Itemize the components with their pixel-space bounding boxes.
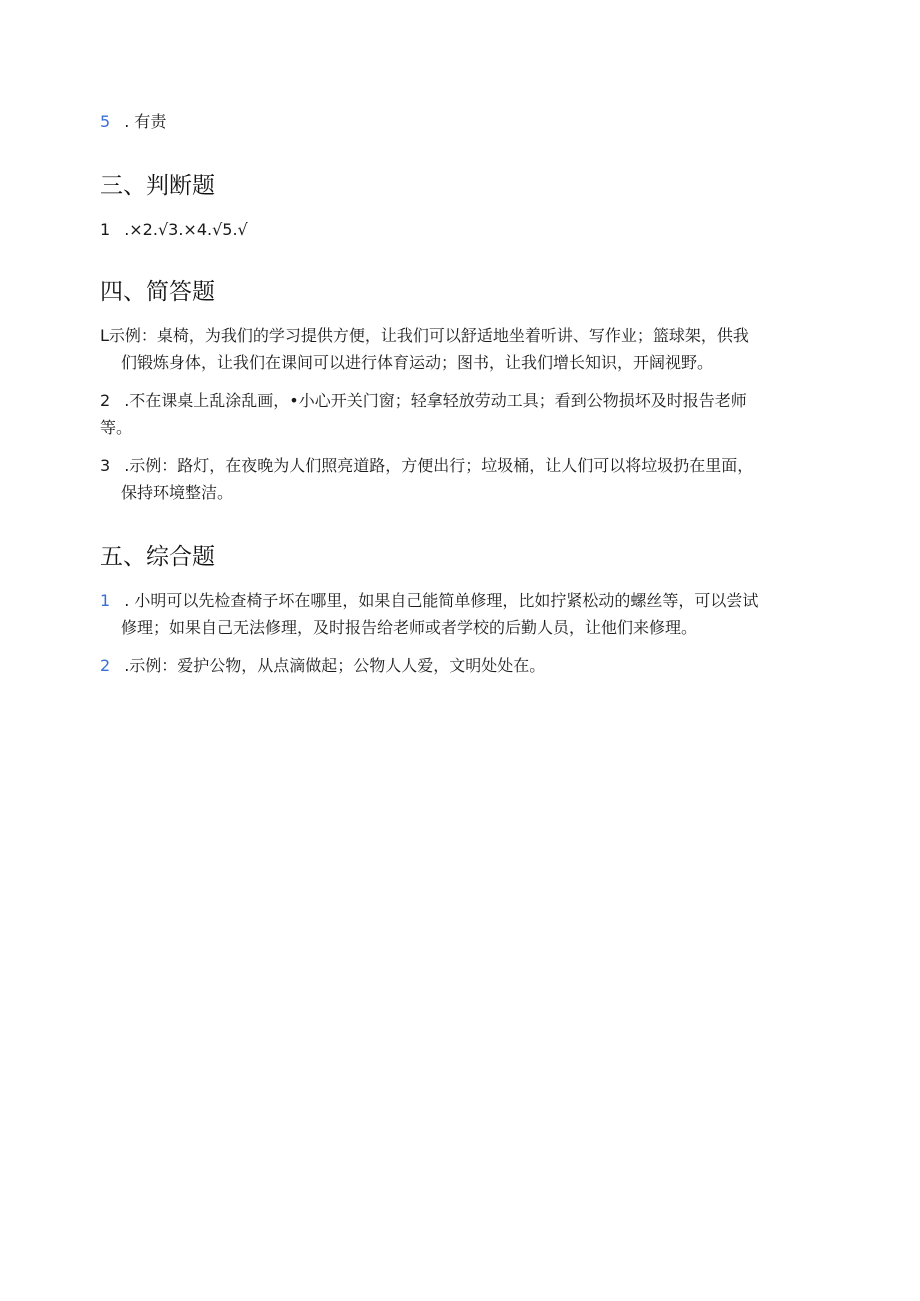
- fill-in-answer-5: [100, 112, 166, 132]
- answer-text: .不在课桌上乱涂乱画，•小心开关门窗；轻拿轻放劳动工具；看到公物损坏及时报告老师: [124, 391, 747, 410]
- short-answer-2-line-1: [100, 391, 747, 411]
- judgement-answers: [100, 220, 248, 240]
- short-answer-2-line-2: 等。: [100, 418, 133, 437]
- item-number: 3: [100, 456, 111, 475]
- section-heading-short-answer: 四、简答题: [100, 279, 215, 305]
- short-answer-3-line-2: 保持环境整洁。: [121, 483, 234, 502]
- answer-text: . 有责: [124, 112, 167, 131]
- item-number: 1: [100, 220, 111, 239]
- section-heading-comprehensive: 五、综合题: [100, 544, 215, 570]
- section-heading-judgement: 三、判断题: [100, 173, 215, 199]
- comprehensive-answer-2: [100, 656, 545, 676]
- item-number: 1: [100, 591, 111, 610]
- answer-text: . 小明可以先检查椅子坏在哪里，如果自己能简单修理，比如拧紧松动的螺丝等，可以尝试: [124, 591, 759, 610]
- comprehensive-answer-1-line-1: [100, 591, 758, 611]
- item-number: 2: [100, 391, 111, 410]
- answer-text: .示例：路灯，在夜晚为人们照亮道路，方便出行；垃圾桶，让人们可以将垃圾扔在里面，: [124, 456, 754, 475]
- item-number: 2: [100, 656, 111, 675]
- item-number: 5: [100, 112, 111, 131]
- answer-text: .×2.√3.×4.√5.√: [124, 220, 248, 239]
- short-answer-1-line-2: 们锻炼身体，让我们在课间可以进行体育运动；图书，让我们增长知识，开阔视野。: [121, 353, 714, 372]
- short-answer-1-line-1: L示例：桌椅，为我们的学习提供方便，让我们可以舒适地坐着听讲、写作业；篮球架，供我: [100, 326, 749, 345]
- short-answer-3-line-1: [100, 456, 753, 476]
- comprehensive-answer-1-line-2: 修理；如果自己无法修理，及时报告给老师或者学校的后勤人员，让他们来修理。: [121, 618, 698, 637]
- answer-text: .示例：爱护公物，从点滴做起；公物人人爱，文明处处在。: [124, 656, 546, 675]
